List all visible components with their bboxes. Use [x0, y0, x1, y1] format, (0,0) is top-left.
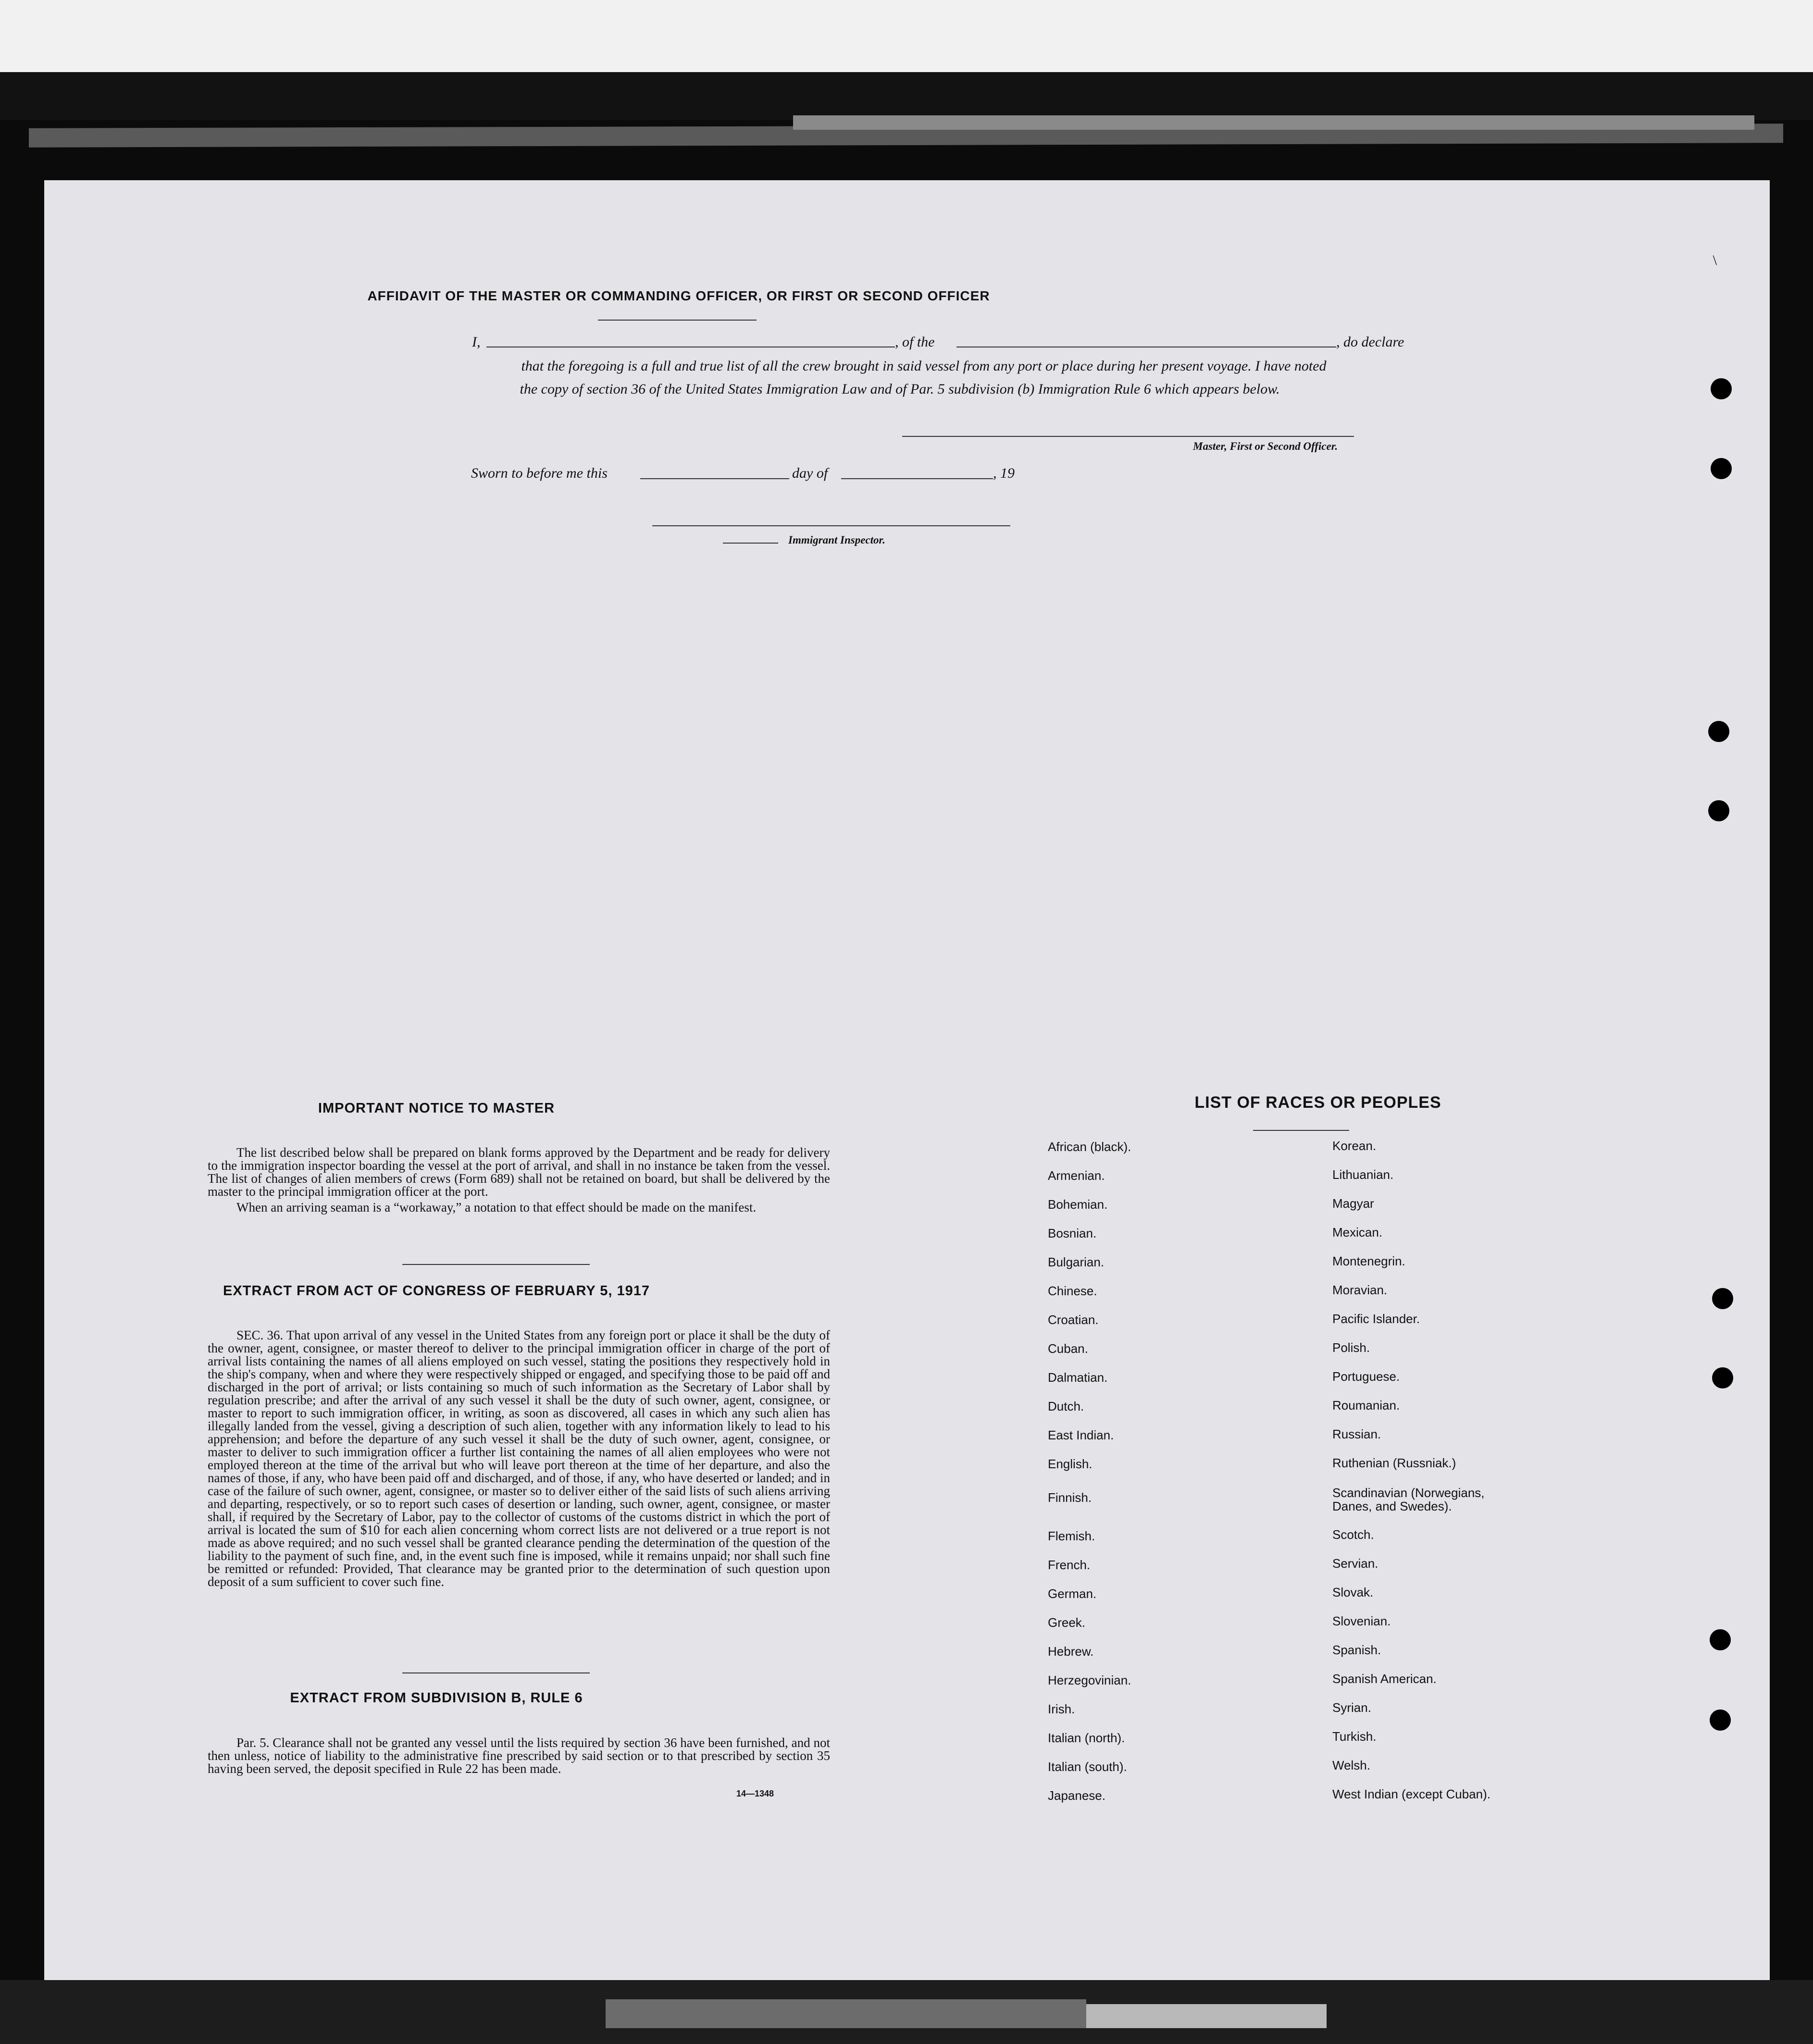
races-title: LIST OF RACES OR PEOPLES — [1194, 1093, 1441, 1112]
sworn-year: , 19 — [993, 465, 1015, 481]
race-item-left: Cuban. — [1048, 1341, 1088, 1356]
race-item-right: Ruthenian (Russniak.) — [1332, 1456, 1456, 1470]
race-item-right: Spanish American. — [1332, 1672, 1437, 1686]
race-item-left: Irish. — [1048, 1702, 1075, 1716]
race-item-left: Greek. — [1048, 1615, 1086, 1630]
race-item-left: Chinese. — [1048, 1284, 1097, 1298]
race-item-right: Slovenian. — [1332, 1614, 1391, 1628]
race-item-right: Roumanian. — [1332, 1398, 1400, 1412]
race-item-left: Armenian. — [1048, 1168, 1105, 1183]
race-item-left: English. — [1048, 1457, 1093, 1471]
rule-body — [208, 1736, 830, 1778]
signature-line — [902, 436, 1354, 437]
race-item-right: Moravian. — [1332, 1283, 1388, 1297]
notice-divider — [402, 1264, 590, 1265]
race-item-right: West Indian (except Cuban). — [1332, 1787, 1491, 1801]
race-item-right: Scotch. — [1332, 1527, 1374, 1542]
race-item-left: Hebrew. — [1048, 1644, 1094, 1659]
affidavit-of-the: , of the — [895, 334, 935, 350]
binder-hole — [1708, 721, 1729, 742]
notice-para-1: The list described below shall be prepared on blank forms approved by the Department and be ready for delivery to the immigration inspector boarding the vessel at the port of arrival, and shall in no instance be taken from the vessel. The list of changes of alien members of crews (Form 689) shall not be retained on board, but shall be delivered by the master to the principal immigration officer at the port. — [208, 1145, 830, 1199]
race-item-right: Syrian. — [1332, 1700, 1371, 1715]
race-item-left: Japanese. — [1048, 1788, 1105, 1803]
inspector-signature-line — [652, 525, 1010, 526]
race-item-left: Italian (south). — [1048, 1759, 1127, 1774]
affidavit-i: I, — [472, 334, 481, 350]
sworn-day-blank — [640, 478, 789, 479]
race-item-right: Russian. — [1332, 1427, 1381, 1441]
race-item-right: Portuguese. — [1332, 1369, 1400, 1384]
sworn-day-of: day of — [792, 465, 828, 481]
scanner-strip-light — [793, 115, 1754, 130]
race-item-left: African (black). — [1048, 1140, 1131, 1154]
race-item-left: Finnish. — [1048, 1490, 1092, 1505]
race-item-left: Croatian. — [1048, 1313, 1099, 1327]
race-item-left: French. — [1048, 1558, 1091, 1572]
corner-mark: \ — [1713, 252, 1717, 268]
rule-title: EXTRACT FROM SUBDIVISION B, RULE 6 — [290, 1690, 583, 1706]
binder-hole — [1711, 378, 1732, 399]
affidavit-declare: , do declare — [1336, 334, 1404, 350]
scanner-top-edge — [0, 0, 1813, 72]
race-item-left: Bulgarian. — [1048, 1255, 1105, 1269]
race-item-left: Dalmatian. — [1048, 1370, 1108, 1385]
binder-hole — [1711, 458, 1732, 479]
signature-label: Master, First or Second Officer. — [1193, 440, 1338, 452]
inspector-label: Immigrant Inspector. — [788, 534, 885, 546]
race-item-left: German. — [1048, 1586, 1097, 1601]
notice-para-2: When an arriving seaman is a “workaway,” a notation to that effect should be made on the manifest. — [236, 1200, 757, 1214]
binder-hole — [1712, 1288, 1733, 1309]
race-item-right: Magyar — [1332, 1196, 1374, 1211]
binder-hole — [1708, 800, 1729, 821]
rule-text: Par. 5. Clearance shall not be granted any vessel until the lists required by section 36 have been furnished, and not then unless, notice of liability to the administrative fine prescribed by said section or to that prescribed by section 35 having been served, the deposit specified in Rule 22 has been made. — [208, 1735, 830, 1776]
race-item-right: Mexican. — [1332, 1225, 1383, 1239]
race-item-left: East Indian. — [1048, 1428, 1114, 1442]
affidavit-title: AFFIDAVIT OF THE MASTER OR COMMANDING OFFICER, OR FIRST OR SECOND OFFICER — [367, 288, 990, 303]
race-item-right: Turkish. — [1332, 1729, 1377, 1744]
form-number: 14—1348 — [736, 1789, 774, 1798]
race-item-right: Pacific Islander. — [1332, 1312, 1420, 1326]
race-item-left: Herzegovinian. — [1048, 1673, 1131, 1687]
affidavit-line2: that the foregoing is a full and true list of all the crew brought in said vessel from any port or place during her present voyage. I have noted — [521, 358, 1327, 374]
document-page — [44, 180, 1770, 2002]
race-item-left: Italian (north). — [1048, 1731, 1125, 1745]
act-body — [208, 1329, 830, 1591]
races-divider — [1253, 1130, 1349, 1131]
race-item-left: Dutch. — [1048, 1399, 1084, 1413]
act-title: EXTRACT FROM ACT OF CONGRESS OF FEBRUARY 5, 1917 — [223, 1283, 650, 1299]
act-divider — [402, 1672, 590, 1673]
inspector-short-line — [723, 543, 778, 544]
race-item-right: Scandinavian (Norwegians, Danes, and Swedes). — [1332, 1486, 1485, 1513]
notice-title: IMPORTANT NOTICE TO MASTER — [318, 1101, 555, 1116]
act-text: SEC. 36. That upon arrival of any vessel in the United States from any foreign port or place it shall be the duty of the owner, agent, consignee, or master thereof to deliver to the principal immigration officer in charge of the port of arrival lists containing the names of all aliens employed on such vessel, stating the positions they respectively hold in the ship's company, when and where they were respectively shipped or engaged, and specifying those to be paid off and discharged in the port of arrival; or lists containing so much of such information as the Secretary of Labor shall by regulation prescribe; and after the arrival of any such vessel it shall be the duty of such owner, agent, consignee, or master to report to such immigration officer, in writing, as soon as discovered, all cases in which any such alien has illegally landed from the vessel, giving a description of such alien, together with any information likely to lead to his apprehension; and before the departure of any such vessel it shall be the duty of such owner, agent, consignee, or master to deliver to such immigration officer a further list containing the names of all alien employees who were not employed thereon at the time of the arrival but who will leave port thereon at the time of her departure, and also the names of those, if any, who have been paid off and discharged, and of those, if any, who have deserted or landed; and in case of the failure of such owner, agent, consignee, or master so to deliver either of the said lists of such aliens arriving and departing, respectively, or so to report such cases of desertion or landing, such owner, agent, consignee, or master shall, if required by the Secretary of Labor, pay to the collector of customs of the customs district in which the port of arrival is located the sum of $10 for each alien concerning whom correct lists are not delivered or a true report is not made as above required; and no such vessel shall be granted clearance pending the determination of the question of the liability to the payment of such fine, and, in the event such fine is imposed, while it remains unpaid; nor shall such fine be remitted or refunded: Provided, That clearance may be granted prior to the determination of such question upon deposit of a sum sufficient to cover such fine. — [208, 1328, 830, 1589]
race-item-right: Polish. — [1332, 1340, 1370, 1355]
race-item-right: Lithuanian. — [1332, 1167, 1394, 1182]
binder-hole — [1710, 1710, 1731, 1731]
sworn-month-blank — [841, 478, 993, 479]
binder-hole — [1712, 1367, 1733, 1388]
notice-body — [208, 1146, 830, 1217]
race-item-right: Korean. — [1332, 1139, 1377, 1153]
race-item-right: Welsh. — [1332, 1758, 1370, 1772]
race-item-left: Bohemian. — [1048, 1197, 1108, 1212]
race-item-right: Slovak. — [1332, 1585, 1374, 1599]
binder-hole — [1710, 1629, 1731, 1650]
affidavit-line3: the copy of section 36 of the United States Immigration Law and of Par. 5 subdivision (b) Immigration Rule 6 which appears below. — [520, 381, 1280, 397]
sworn-prefix: Sworn to before me this — [471, 465, 608, 481]
race-item-left: Flemish. — [1048, 1529, 1095, 1543]
title-divider — [598, 320, 757, 321]
race-item-right: Spanish. — [1332, 1643, 1381, 1657]
race-item-right: Servian. — [1332, 1556, 1378, 1571]
scanner-bottom-edge — [0, 1980, 1813, 2044]
race-item-left: Bosnian. — [1048, 1226, 1097, 1240]
race-item-right: Montenegrin. — [1332, 1254, 1405, 1268]
